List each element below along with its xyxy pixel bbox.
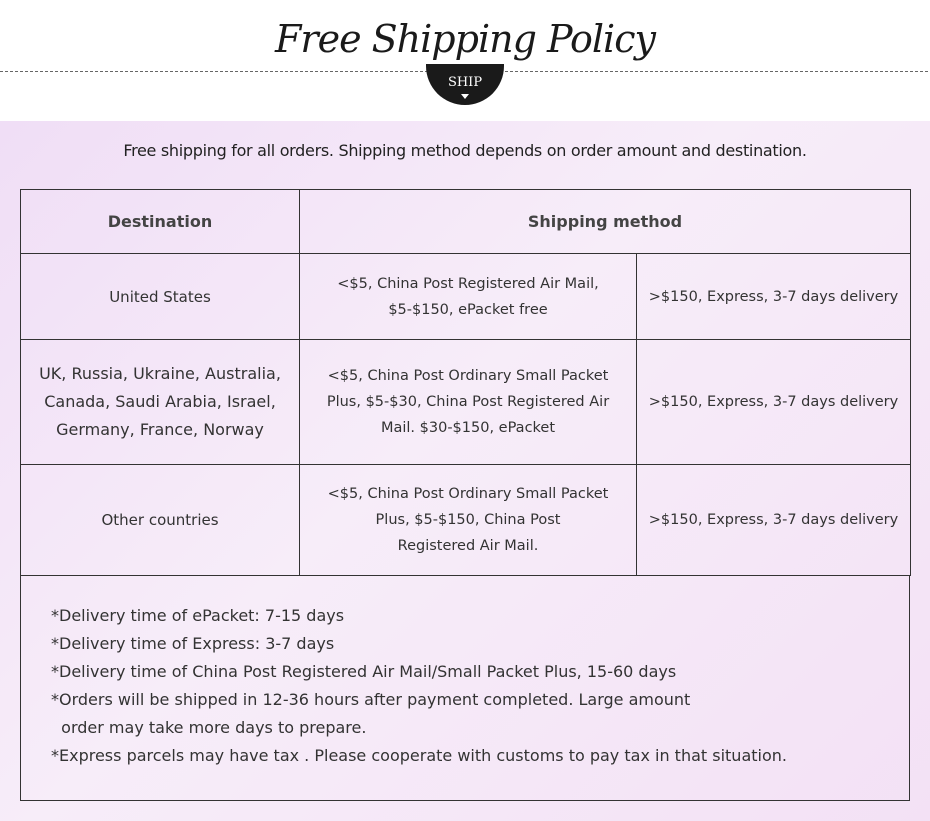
intro-text: Free shipping for all orders. Shipping method depends on order amount and destination. (123, 141, 807, 160)
destination-text: Other countries (101, 510, 219, 529)
page-header (0, 0, 930, 121)
destination-cell (21, 254, 300, 340)
method-line: Registered Air Mail. (397, 537, 539, 554)
delivery-notes (20, 575, 910, 801)
destination-header: Destination (21, 190, 300, 254)
shipping-method-header: Shipping method (300, 190, 911, 254)
notes-list (21, 575, 909, 770)
destination-cell (21, 464, 300, 575)
method-cell (300, 340, 637, 464)
destination-cell (21, 340, 300, 464)
note-item: *Delivery time of China Post Registered Air Mail/Small Packet Plus, 15-60 days (51, 662, 677, 681)
express-text: >$150, Express, 3-7 days delivery (648, 288, 899, 305)
note-item: order may take more days to prepare. (51, 718, 367, 737)
destination-text: United States (109, 287, 211, 306)
express-text: >$150, Express, 3-7 days delivery (648, 511, 899, 528)
destination-line: Canada, Saudi Arabia, Israel, (44, 392, 276, 412)
table-row (21, 464, 911, 575)
caret-down-icon (461, 94, 469, 99)
note-item: *Delivery time of Express: 3-7 days (51, 634, 335, 653)
note-item: *Express parcels may have tax . Please cooperate with customs to pay tax in that situation. (51, 746, 787, 765)
destination-line: UK, Russia, Ukraine, Australia, (39, 364, 281, 384)
table-row (21, 340, 911, 464)
ship-badge (426, 64, 504, 105)
table-header-row (21, 190, 911, 254)
method-line: $5-$150, ePacket free (388, 301, 548, 318)
destination-line: Germany, France, Norway (56, 420, 264, 440)
ship-badge-label: SHIP (447, 75, 483, 90)
express-text: >$150, Express, 3-7 days delivery (648, 394, 899, 411)
method-line: Plus, $5-$150, China Post (375, 511, 561, 528)
method-line: <$5, China Post Registered Air Mail, (337, 275, 599, 292)
method-cell (300, 254, 637, 340)
page-title: Free Shipping Policy (275, 17, 655, 61)
method-line: <$5, China Post Ordinary Small Packet (327, 485, 609, 502)
method-line: <$5, China Post Ordinary Small Packet (327, 368, 609, 385)
express-cell (637, 254, 911, 340)
shipping-table (20, 189, 911, 576)
table-row (21, 254, 911, 340)
note-item: *Orders will be shipped in 12-36 hours after payment completed. Large amount (51, 690, 691, 709)
method-line: Plus, $5-$30, China Post Registered Air (326, 394, 610, 411)
note-item: *Delivery time of ePacket: 7-15 days (51, 606, 345, 625)
express-cell (637, 464, 911, 575)
method-cell (300, 464, 637, 575)
shipping-policy-panel (0, 121, 930, 821)
express-cell (637, 340, 911, 464)
method-line: Mail. $30-$150, ePacket (380, 420, 556, 437)
